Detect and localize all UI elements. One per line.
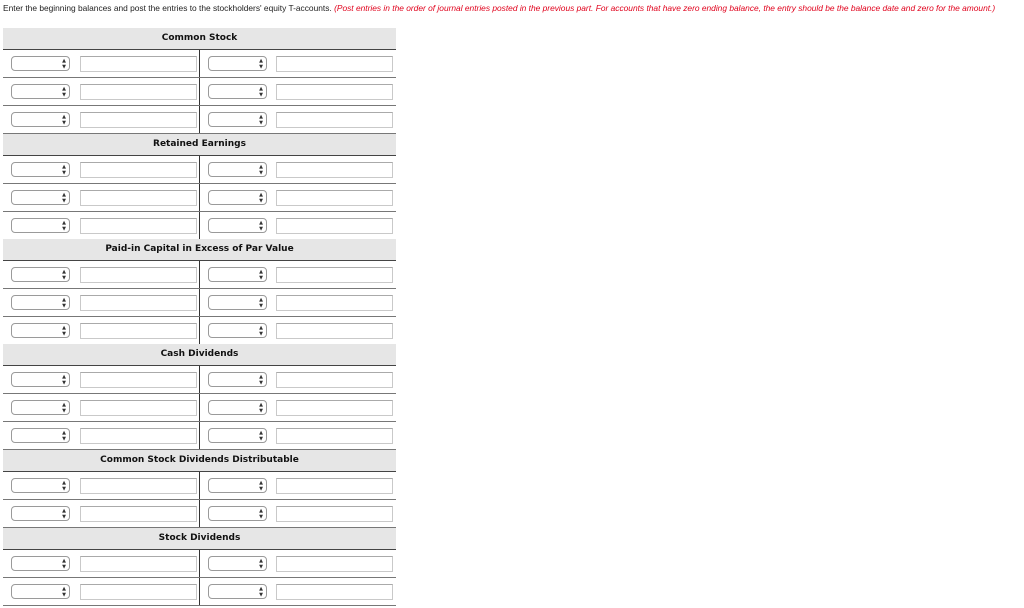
t-account-body (3, 472, 396, 528)
credit-amount-input[interactable] (276, 84, 393, 100)
up-down-arrows-icon: ▲ ▼ (259, 586, 263, 598)
up-down-arrows-icon: ▲ ▼ (62, 114, 66, 126)
credit-amount-input[interactable] (276, 190, 393, 206)
up-down-arrows-icon: ▲ ▼ (62, 164, 66, 176)
credit-amount-input[interactable] (276, 506, 393, 522)
credit-date-select[interactable] (208, 478, 267, 493)
credit-amount-input[interactable] (276, 56, 393, 72)
debit-amount-input[interactable] (80, 84, 197, 100)
up-down-arrows-icon: ▲ ▼ (62, 480, 66, 492)
credit-amount-input[interactable] (276, 556, 393, 572)
debit-date-select[interactable] (11, 556, 70, 571)
t-account (3, 528, 396, 606)
up-down-arrows-icon: ▲ ▼ (259, 58, 263, 70)
instructions-main: Enter the beginning balances and post the entries to the stockholders' equity T-accounts. (3, 3, 332, 13)
t-account-row (3, 550, 396, 578)
credit-date-select[interactable] (208, 218, 267, 233)
up-down-arrows-icon: ▲ ▼ (62, 220, 66, 232)
up-down-arrows-icon: ▲ ▼ (62, 297, 66, 309)
up-down-arrows-icon: ▲ ▼ (259, 164, 263, 176)
debit-date-select[interactable] (11, 112, 70, 127)
credit-date-select[interactable] (208, 267, 267, 282)
t-account (3, 344, 396, 450)
t-account-row (3, 366, 396, 394)
t-account-title: Paid-in Capital in Excess of Par Value (3, 239, 396, 261)
t-account-row (3, 78, 396, 106)
debit-amount-input[interactable] (80, 323, 197, 339)
up-down-arrows-icon: ▲ ▼ (259, 114, 263, 126)
debit-date-select[interactable] (11, 428, 70, 443)
credit-amount-input[interactable] (276, 295, 393, 311)
debit-date-select[interactable] (11, 218, 70, 233)
t-account-body (3, 550, 396, 606)
debit-date-select[interactable] (11, 84, 70, 99)
t-account-row (3, 50, 396, 78)
credit-amount-input[interactable] (276, 428, 393, 444)
t-account-row (3, 212, 396, 240)
debit-date-select[interactable] (11, 478, 70, 493)
up-down-arrows-icon: ▲ ▼ (259, 86, 263, 98)
up-down-arrows-icon: ▲ ▼ (62, 192, 66, 204)
t-account-row (3, 289, 396, 317)
t-account (3, 28, 396, 134)
debit-date-select[interactable] (11, 267, 70, 282)
debit-date-select[interactable] (11, 584, 70, 599)
up-down-arrows-icon: ▲ ▼ (62, 508, 66, 520)
up-down-arrows-icon: ▲ ▼ (62, 86, 66, 98)
up-down-arrows-icon: ▲ ▼ (62, 586, 66, 598)
credit-date-select[interactable] (208, 400, 267, 415)
t-account-title: Retained Earnings (3, 134, 396, 156)
up-down-arrows-icon: ▲ ▼ (259, 220, 263, 232)
debit-date-select[interactable] (11, 56, 70, 71)
credit-amount-input[interactable] (276, 267, 393, 283)
credit-amount-input[interactable] (276, 323, 393, 339)
debit-amount-input[interactable] (80, 556, 197, 572)
up-down-arrows-icon: ▲ ▼ (62, 325, 66, 337)
debit-amount-input[interactable] (80, 218, 197, 234)
debit-amount-input[interactable] (80, 295, 197, 311)
credit-amount-input[interactable] (276, 478, 393, 494)
up-down-arrows-icon: ▲ ▼ (62, 374, 66, 386)
credit-amount-input[interactable] (276, 162, 393, 178)
credit-amount-input[interactable] (276, 372, 393, 388)
debit-amount-input[interactable] (80, 56, 197, 72)
debit-date-select[interactable] (11, 295, 70, 310)
t-account-title: Stock Dividends (3, 528, 396, 550)
debit-amount-input[interactable] (80, 584, 197, 600)
debit-date-select[interactable] (11, 400, 70, 415)
credit-date-select[interactable] (208, 323, 267, 338)
t-account-body (3, 261, 396, 345)
up-down-arrows-icon: ▲ ▼ (259, 508, 263, 520)
t-account-row (3, 394, 396, 422)
debit-date-select[interactable] (11, 506, 70, 521)
up-down-arrows-icon: ▲ ▼ (62, 402, 66, 414)
credit-amount-input[interactable] (276, 218, 393, 234)
credit-date-select[interactable] (208, 84, 267, 99)
t-account-body (3, 50, 396, 134)
debit-amount-input[interactable] (80, 112, 197, 128)
debit-amount-input[interactable] (80, 162, 197, 178)
t-account (3, 450, 396, 528)
instructions-note: (Post entries in the order of journal entries posted in the previous part. For accounts that have zero ending balance, the entry should be the balance date and zero for the amount.) (334, 3, 996, 13)
credit-date-select[interactable] (208, 372, 267, 387)
t-account-row (3, 106, 396, 134)
t-account-row (3, 184, 396, 212)
debit-date-select[interactable] (11, 190, 70, 205)
t-account-row (3, 500, 396, 528)
up-down-arrows-icon: ▲ ▼ (259, 558, 263, 570)
debit-amount-input[interactable] (80, 190, 197, 206)
credit-date-select[interactable] (208, 56, 267, 71)
up-down-arrows-icon: ▲ ▼ (259, 480, 263, 492)
t-account-row (3, 422, 396, 450)
instructions (3, 3, 1024, 13)
up-down-arrows-icon: ▲ ▼ (259, 269, 263, 281)
t-account-row (3, 261, 396, 289)
debit-date-select[interactable] (11, 162, 70, 177)
up-down-arrows-icon: ▲ ▼ (259, 430, 263, 442)
credit-amount-input[interactable] (276, 400, 393, 416)
credit-date-select[interactable] (208, 112, 267, 127)
debit-date-select[interactable] (11, 372, 70, 387)
up-down-arrows-icon: ▲ ▼ (259, 192, 263, 204)
credit-date-select[interactable] (208, 190, 267, 205)
t-account-title: Common Stock (3, 28, 396, 50)
debit-amount-input[interactable] (80, 428, 197, 444)
debit-amount-input[interactable] (80, 478, 197, 494)
up-down-arrows-icon: ▲ ▼ (62, 269, 66, 281)
up-down-arrows-icon: ▲ ▼ (259, 402, 263, 414)
credit-date-select[interactable] (208, 556, 267, 571)
up-down-arrows-icon: ▲ ▼ (259, 297, 263, 309)
debit-date-select[interactable] (11, 323, 70, 338)
debit-amount-input[interactable] (80, 506, 197, 522)
debit-amount-input[interactable] (80, 267, 197, 283)
up-down-arrows-icon: ▲ ▼ (259, 374, 263, 386)
credit-amount-input[interactable] (276, 584, 393, 600)
t-account (3, 239, 396, 345)
debit-amount-input[interactable] (80, 372, 197, 388)
t-account-title: Common Stock Dividends Distributable (3, 450, 396, 472)
up-down-arrows-icon: ▲ ▼ (62, 558, 66, 570)
t-account-row (3, 156, 396, 184)
t-account-row (3, 317, 396, 345)
up-down-arrows-icon: ▲ ▼ (259, 325, 263, 337)
t-account-body (3, 156, 396, 240)
t-account-row (3, 472, 396, 500)
credit-date-select[interactable] (208, 506, 267, 521)
credit-date-select[interactable] (208, 428, 267, 443)
up-down-arrows-icon: ▲ ▼ (62, 58, 66, 70)
t-account (3, 134, 396, 240)
t-account-row (3, 578, 396, 606)
up-down-arrows-icon: ▲ ▼ (62, 430, 66, 442)
credit-date-select[interactable] (208, 162, 267, 177)
debit-amount-input[interactable] (80, 400, 197, 416)
t-account-body (3, 366, 396, 450)
credit-date-select[interactable] (208, 584, 267, 599)
credit-date-select[interactable] (208, 295, 267, 310)
t-account-title: Cash Dividends (3, 344, 396, 366)
credit-amount-input[interactable] (276, 112, 393, 128)
